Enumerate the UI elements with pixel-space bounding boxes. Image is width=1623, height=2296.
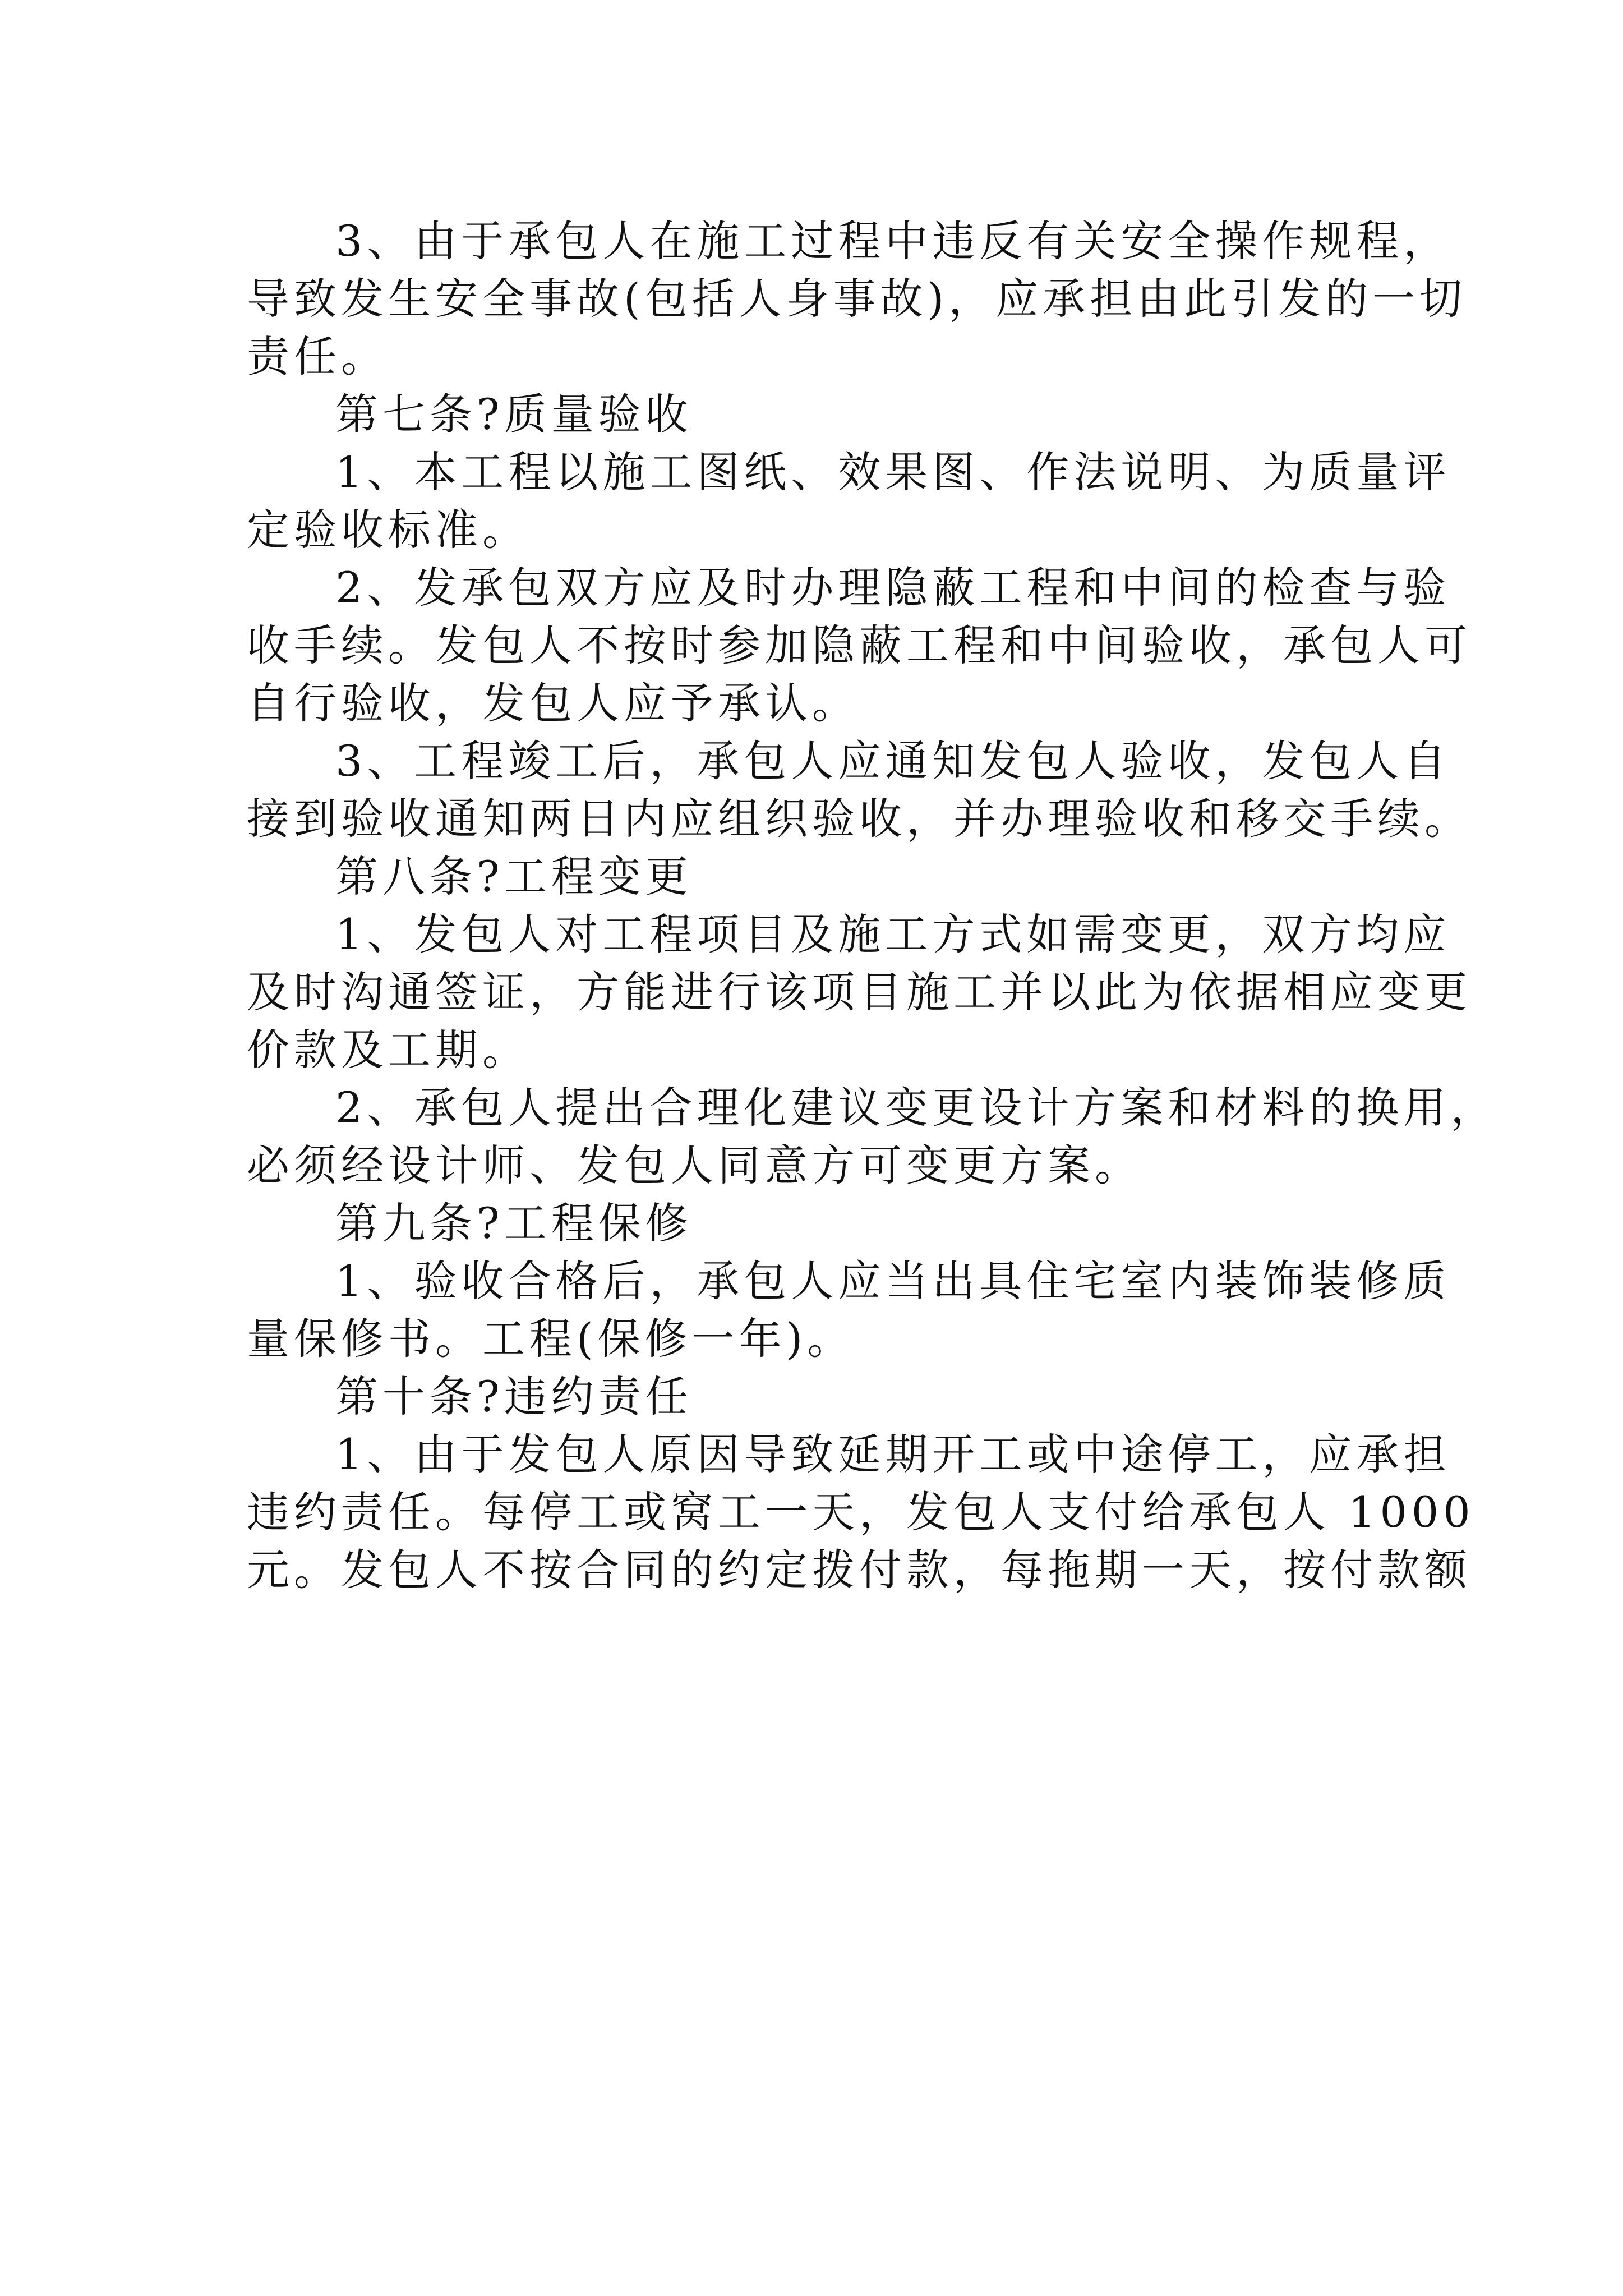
section-heading: 第八条?工程变更 <box>335 852 693 901</box>
paragraph-line: 定验收标准。 <box>247 505 529 555</box>
paragraph-line: 1、验收合格后，承包人应当出具住宅室内装饰装修质 <box>335 1256 1451 1306</box>
paragraph-line: 收手续。发包人不按时参加隐蔽工程和中间验收，承包人可 <box>247 620 1472 670</box>
paragraph-line: 元。发包人不按合同的约定拨付款，每拖期一天，按付款额 <box>247 1545 1472 1595</box>
paragraph-line: 2、承包人提出合理化建议变更设计方案和材料的换用， <box>335 1083 1498 1133</box>
paragraph-line: 必须经设计师、发包人同意方可变更方案。 <box>247 1140 1142 1190</box>
paragraph-line: 1、本工程以施工图纸、效果图、作法说明、为质量评 <box>335 447 1451 497</box>
paragraph-line: 价款及工期。 <box>247 1025 529 1075</box>
paragraph-line: 及时沟通签证，方能进行该项目施工并以此为依据相应变更 <box>247 967 1472 1017</box>
paragraph-line: 责任。 <box>247 332 388 381</box>
document-body <box>247 212 1498 1599</box>
paragraph-line: 3、工程竣工后，承包人应通知发包人验收，发包人自 <box>335 736 1451 786</box>
paragraph-line: 违约责任。每停工或窝工一天，发包人支付给承包人 1000 <box>247 1487 1475 1537</box>
paragraph-line: 自行验收，发包人应予承认。 <box>247 678 859 728</box>
section-heading: 第七条?质量验收 <box>335 389 693 439</box>
paragraph-line: 1、发包人对工程项目及施工方式如需变更，双方均应 <box>335 909 1451 959</box>
paragraph-line: 接到验收通知两日内应组织验收，并办理验收和移交手续。 <box>247 794 1472 844</box>
paragraph-line: 量保修书。工程(保修一年)。 <box>247 1314 855 1364</box>
section-heading: 第九条?工程保修 <box>335 1198 693 1248</box>
paragraph-line: 2、发承包双方应及时办理隐蔽工程和中间的检查与验 <box>335 563 1451 613</box>
paragraph-line: 导致发生安全事故(包括人身事故)，应承担由此引发的一切 <box>247 274 1467 324</box>
paragraph-line: 1、由于发包人原因导致延期开工或中途停工，应承担 <box>335 1429 1451 1479</box>
paragraph-line: 3、由于承包人在施工过程中违反有关安全操作规程， <box>335 216 1451 266</box>
section-heading: 第十条?违约责任 <box>335 1372 693 1421</box>
